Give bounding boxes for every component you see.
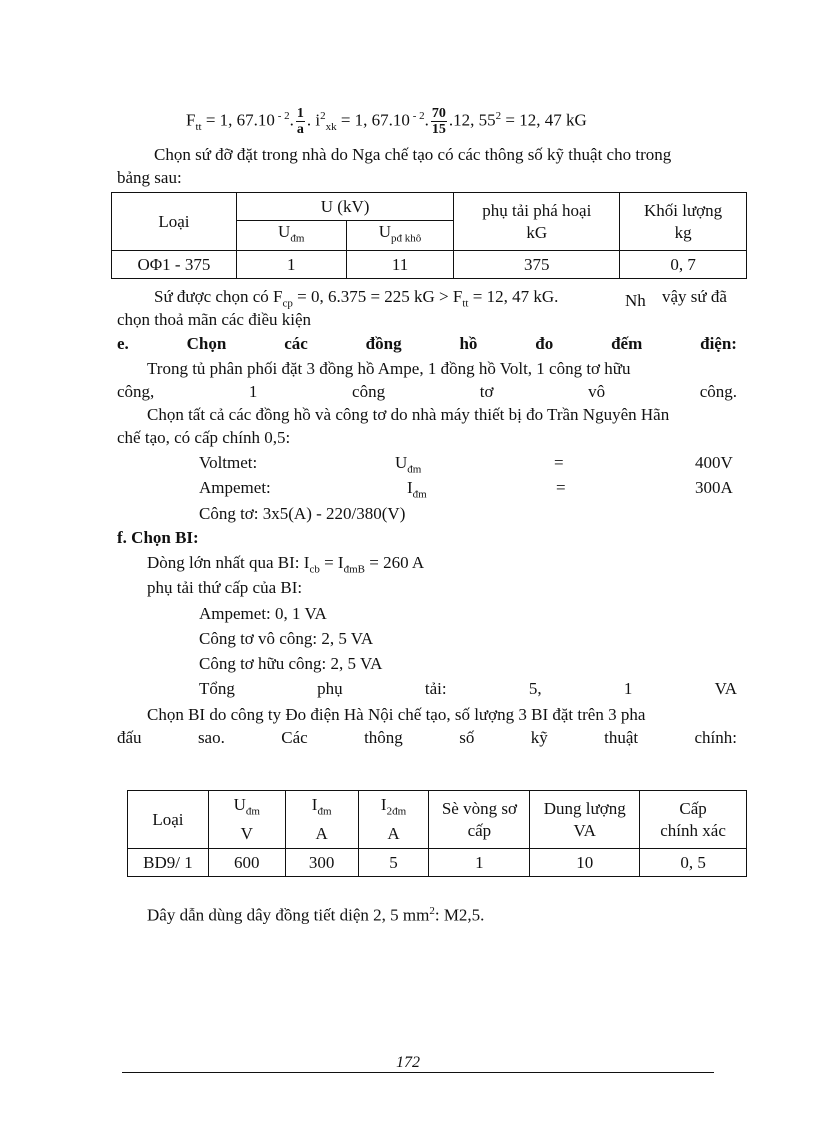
heading-e-word: Chọn [186,334,227,353]
congto-spec: Công tơ: 3x5(A) - 220/380(V) [199,504,406,523]
t1-udm-sub: đm [290,232,305,245]
t1-header-udm [236,221,346,251]
t2-dung-line2: VA [573,820,596,840]
t2-cell-capchinhxac: 0, 5 [640,849,747,877]
voltmet-sub: đm [407,463,422,476]
t2-cap-line2: chính xác [660,820,726,840]
ampemet-sym: I [407,478,413,497]
bi-current-c: = 260 A [365,553,425,572]
p6-part-a: Dây dẫn dùng dây đồng tiết diện 2, 5 mm [147,905,430,925]
t1-header-khoiluong-line2: kg [674,222,692,242]
p5-word: số [459,728,475,747]
heading-e-meters [117,334,737,354]
t1-header-phutai-line1: phụ tải phá hoại [482,200,592,220]
voltmet-label: Voltmet: [199,453,258,472]
p2-sub-cp: cp [282,297,293,310]
p5-word: thuật [604,728,639,747]
t2-header-sevong [429,791,530,849]
page-number: 172 [396,1054,420,1071]
p6-sup: 2 [429,905,435,917]
t2-header-dungluong [530,791,640,849]
t1-cell-upd: 11 [346,251,454,279]
insulator-spec-table [111,192,747,279]
p5-word: kỹ [530,728,548,747]
heading-e-word: các [284,334,308,353]
bi-spec-table [127,790,747,877]
voltmet-value: 400V [695,453,733,472]
t2-i2dm-unit: A [387,823,400,843]
paragraph-meter-maker-line2: chế tạo, có cấp chính 0,5: [117,428,291,447]
fraction-70-over-15 [431,106,447,137]
formula-exp2: 2 [320,110,326,122]
t2-idm-sub: đm [317,805,332,818]
t2-cell-loai: BD9/ 1 [128,849,209,877]
p3-word: công [352,382,386,401]
bi-total-word: phụ [317,679,343,698]
t2-udm-sym: U [233,795,246,815]
t2-idm-sym: I [311,795,318,815]
t1-cell-udm: 1 [236,251,346,279]
voltmet-sym: U [395,453,408,472]
force-formula [186,103,587,140]
p2-part-a: Sứ được chọn có F [154,287,283,306]
fraction-1-numerator: 1 [296,106,304,122]
t2-header-i2dm [358,791,429,849]
t2-header-idm [285,791,358,849]
heading-e-word: e. [117,334,129,353]
p5-word: thông [364,728,403,747]
bi-total-word: Tổng [199,679,235,698]
p3-word: 1 [248,382,258,401]
bi-load-item-huucong: Công tơ hữu công: 2, 5 VA [199,654,383,673]
formula-lhs-sub: tt [195,121,202,134]
t1-header-upd [346,221,454,251]
t1-cell-loai: OΦ1 - 375 [112,251,237,279]
p6-part-b: : M2,5. [434,905,485,925]
p5-word: đấu [117,728,142,747]
paragraph-insulator-check-line1 [154,287,558,309]
bi-total-word: VA [714,679,737,698]
p5-word: chính: [694,728,737,747]
t2-header-capchinhxac [640,791,747,849]
bi-current-sub1: cb [309,563,320,576]
t2-udm-unit: V [240,823,253,843]
t1-cell-khoiluong: 0, 7 [620,251,747,279]
p3-word: vô [588,382,606,401]
ampemet-label: Ampemet: [199,478,271,497]
heading-e-word: hồ [459,334,478,353]
t2-dung-line1: Dung lượng [543,798,626,818]
paragraph-meter-maker-line1: Chọn tất cả các đồng hồ và công tơ do nhà máy thiết bị đo Trần Nguyên Hãn [147,405,670,424]
formula-part1: = 1, 67.10 [201,110,275,130]
t2-cap-line1: Cấp [679,798,707,818]
t1-upd-sym: U [378,222,392,242]
p2-part-b: = 0, 6.375 = 225 kG > F [292,287,463,306]
bi-current-sub2: đmB [343,563,365,576]
t2-i2dm-sub: 2đm [386,805,407,818]
bi-current-b: = I [319,553,344,572]
paragraph-insulator-line1: Chọn sứ đỡ đặt trong nhà do Nga chế tạo có các thông số kỹ thuật cho trong [154,145,672,164]
heading-e-word: đếm [611,334,643,353]
paragraph-insulator-check-line2: chọn thoả mãn các điều kiện [117,310,312,329]
bi-load-title: phụ tải thứ cấp của BI: [147,578,303,597]
t1-header-khoiluong [620,193,747,251]
formula-part5: = 12, 47 kG [501,110,587,130]
formula-exp3: - 2 [409,110,425,122]
t2-idm-unit: A [315,823,328,843]
footer-rule [122,1072,714,1073]
formula-sub2: xk [325,121,337,134]
t1-header-loai: Loại [112,193,237,251]
heading-f-bi: f. Chọn BI: [117,528,199,547]
t2-cell-dungluong: 10 [530,849,640,877]
t1-header-phutai-line2: kG [526,222,548,242]
t2-i2dm-sym: I [380,795,387,815]
voltmet-equals: = [554,453,564,472]
p3-word: công. [699,382,737,401]
t2-header-udm [208,791,285,849]
heading-e-word: đo [535,334,554,353]
heading-e-word: đồng [365,334,402,353]
fraction-2-numerator: 70 [431,106,446,122]
paragraph-insulator-line2: bảng sau: [117,168,182,187]
paragraph-bi-maker-line1: Chọn BI do công ty Đo điện Hà Nội chế tạo, số lượng 3 BI đặt trên 3 pha [147,705,646,724]
t2-cell-i2dm: 5 [358,849,429,877]
heading-e-word: điện: [700,334,737,353]
formula-part2: . i [306,110,321,130]
p3-word: công, [117,382,155,401]
bi-total-word: 1 [623,679,633,698]
p3-word: tơ [479,382,494,401]
t2-cell-sevong: 1 [429,849,530,877]
bi-load-total [199,679,737,699]
paragraph-bi-maker-line2 [117,728,737,748]
bi-current-a: Dòng lớn nhất qua BI: I [147,553,310,572]
t1-upd-sub: pđ khô [391,232,422,245]
formula-dot2: . [424,110,429,130]
formula-lhs: F [186,110,196,130]
fraction-1-over-a [296,106,305,137]
formula-exp4: 2 [495,110,502,122]
paragraph-meters-line2 [117,382,737,402]
ampemet-value: 300A [695,478,733,497]
formula-dot1: . [289,110,294,130]
fraction-2-denominator: 15 [431,122,446,138]
bi-total-word: tải: [424,679,447,698]
t1-header-u: U (kV) [236,193,454,221]
t2-cell-idm: 300 [285,849,358,877]
t1-header-khoiluong-line1: Khối lượng [643,200,723,220]
t1-header-phutai [454,193,620,251]
formula-part3: = 1, 67.10 [336,110,410,130]
ampemet-equals: = [556,478,566,497]
p2-part-c: = 12, 47 kG. [468,287,559,306]
formula-part4: .12, 55 [448,110,496,130]
ampemet-symbol [407,478,427,500]
t2-sevong-line2: cấp [467,820,492,840]
fraction-1-denominator: a [296,122,304,138]
p5-word: Các [281,728,308,747]
t2-udm-sub: đm [245,805,260,818]
t1-udm-sym: U [278,222,291,242]
t2-cell-udm: 600 [208,849,285,877]
p2-sub-tt: tt [462,297,469,310]
p2-part-d: vậy sứ đã [662,287,727,306]
formula-exp1: - 2 [274,110,290,122]
bi-load-item-ampemet: Ampemet: 0, 1 VA [199,604,327,623]
p5-word: sao. [197,728,225,747]
p2-nh: Nh [625,291,646,310]
paragraph-wire [147,905,484,926]
paragraph-meters-line1: Trong tủ phân phối đặt 3 đồng hồ Ampe, 1 đồng hồ Volt, 1 công tơ hữu [147,359,631,378]
t2-header-loai: Loại [128,791,209,849]
bi-current-line [147,553,424,575]
bi-total-word: 5, [528,679,542,698]
voltmet-symbol [395,453,421,475]
ampemet-sub: đm [412,488,427,501]
t2-sevong-line1: Sè vòng sơ [441,798,517,818]
bi-load-item-vocong: Công tơ vô công: 2, 5 VA [199,629,374,648]
t1-cell-phutai: 375 [454,251,620,279]
